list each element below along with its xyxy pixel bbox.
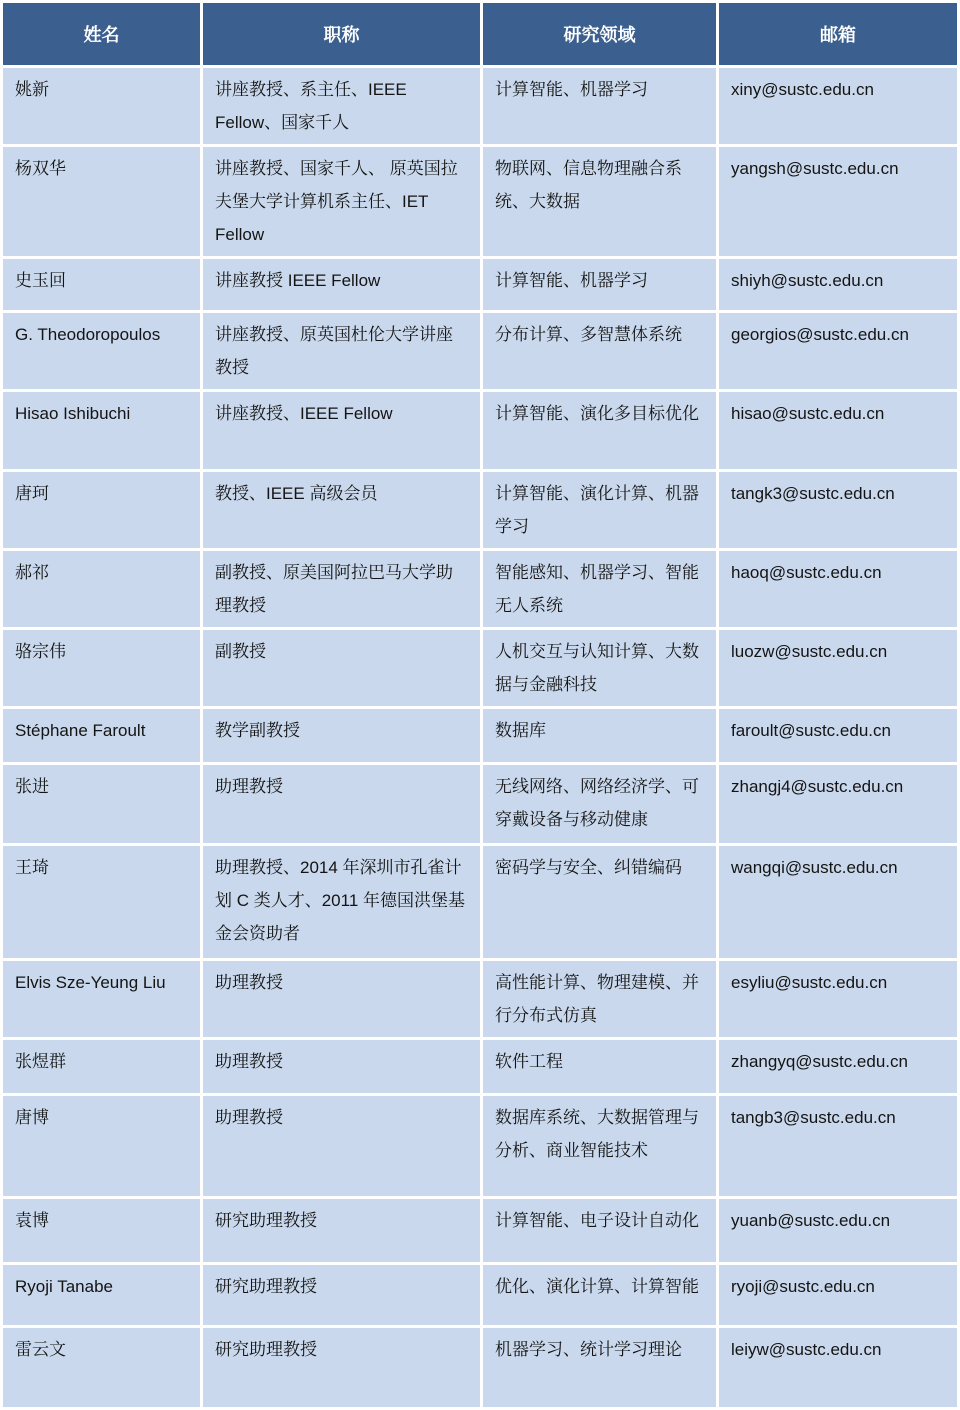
table-row <box>3 472 957 548</box>
cell-name: Hisao Ishibuchi <box>3 392 200 469</box>
table-row <box>3 1265 957 1325</box>
cell-field: 优化、演化计算、计算智能 <box>483 1265 716 1325</box>
cell-name: 唐博 <box>3 1096 200 1196</box>
cell-email: wangqi@sustc.edu.cn <box>719 846 957 958</box>
cell-title: 研究助理教授 <box>203 1199 480 1262</box>
cell-email: xiny@sustc.edu.cn <box>719 68 957 144</box>
cell-field: 数据库 <box>483 709 716 762</box>
cell-name: 骆宗伟 <box>3 630 200 706</box>
cell-field: 计算智能、演化计算、机器学习 <box>483 472 716 548</box>
table-row <box>3 147 957 256</box>
cell-title: 教授、IEEE 高级会员 <box>203 472 480 548</box>
table-row <box>3 765 957 843</box>
cell-email: yangsh@sustc.edu.cn <box>719 147 957 256</box>
cell-field: 计算智能、演化多目标优化 <box>483 392 716 469</box>
cell-title: 助理教授 <box>203 765 480 843</box>
cell-name: 张进 <box>3 765 200 843</box>
table-row <box>3 313 957 389</box>
cell-email: zhangyq@sustc.edu.cn <box>719 1040 957 1093</box>
cell-name: G. Theodoropoulos <box>3 313 200 389</box>
cell-title: 教学副教授 <box>203 709 480 762</box>
table-row <box>3 392 957 469</box>
cell-name: 唐珂 <box>3 472 200 548</box>
table-row <box>3 1328 957 1407</box>
cell-field: 无线网络、网络经济学、可穿戴设备与移动健康 <box>483 765 716 843</box>
header-cell-name: 姓名 <box>3 3 200 65</box>
cell-email: haoq@sustc.edu.cn <box>719 551 957 627</box>
cell-field: 计算智能、机器学习 <box>483 259 716 310</box>
cell-field: 物联网、信息物理融合系统、大数据 <box>483 147 716 256</box>
table-row <box>3 68 957 144</box>
cell-title: 研究助理教授 <box>203 1265 480 1325</box>
cell-email: ryoji@sustc.edu.cn <box>719 1265 957 1325</box>
table-row <box>3 961 957 1037</box>
cell-title: 助理教授 <box>203 961 480 1037</box>
cell-email: yuanb@sustc.edu.cn <box>719 1199 957 1262</box>
cell-name: 张煜群 <box>3 1040 200 1093</box>
header-row <box>3 3 957 65</box>
cell-name: 袁博 <box>3 1199 200 1262</box>
cell-title: 副教授 <box>203 630 480 706</box>
cell-name: Elvis Sze-Yeung Liu <box>3 961 200 1037</box>
cell-email: leiyw@sustc.edu.cn <box>719 1328 957 1407</box>
cell-name: 雷云文 <box>3 1328 200 1407</box>
cell-name: Ryoji Tanabe <box>3 1265 200 1325</box>
table-row <box>3 259 957 310</box>
cell-title: 研究助理教授 <box>203 1328 480 1407</box>
table-row <box>3 709 957 762</box>
cell-field: 软件工程 <box>483 1040 716 1093</box>
cell-title: 助理教授 <box>203 1096 480 1196</box>
table-row <box>3 1199 957 1262</box>
cell-title: 助理教授 <box>203 1040 480 1093</box>
cell-name: 王琦 <box>3 846 200 958</box>
cell-field: 计算智能、电子设计自动化 <box>483 1199 716 1262</box>
table-row <box>3 1096 957 1196</box>
table-body <box>3 68 957 1407</box>
cell-title: 讲座教授、国家千人、 原英国拉夫堡大学计算机系主任、IET Fellow <box>203 147 480 256</box>
cell-field: 智能感知、机器学习、智能无人系统 <box>483 551 716 627</box>
cell-field: 高性能计算、物理建模、并行分布式仿真 <box>483 961 716 1037</box>
cell-title: 讲座教授、原英国杜伦大学讲座教授 <box>203 313 480 389</box>
cell-email: georgios@sustc.edu.cn <box>719 313 957 389</box>
cell-name: 史玉回 <box>3 259 200 310</box>
cell-field: 计算智能、机器学习 <box>483 68 716 144</box>
cell-name: 杨双华 <box>3 147 200 256</box>
cell-email: luozw@sustc.edu.cn <box>719 630 957 706</box>
cell-email: esyliu@sustc.edu.cn <box>719 961 957 1037</box>
cell-field: 密码学与安全、纠错编码 <box>483 846 716 958</box>
table-row <box>3 846 957 958</box>
cell-field: 分布计算、多智慧体系统 <box>483 313 716 389</box>
cell-email: tangb3@sustc.edu.cn <box>719 1096 957 1196</box>
cell-name: 郝祁 <box>3 551 200 627</box>
cell-email: hisao@sustc.edu.cn <box>719 392 957 469</box>
cell-title: 讲座教授、系主任、IEEE Fellow、国家千人 <box>203 68 480 144</box>
cell-name: Stéphane Faroult <box>3 709 200 762</box>
header-cell-email: 邮箱 <box>719 3 957 65</box>
cell-field: 人机交互与认知计算、大数据与金融科技 <box>483 630 716 706</box>
header-cell-title: 职称 <box>203 3 480 65</box>
cell-email: faroult@sustc.edu.cn <box>719 709 957 762</box>
cell-field: 数据库系统、大数据管理与分析、商业智能技术 <box>483 1096 716 1196</box>
cell-email: zhangj4@sustc.edu.cn <box>719 765 957 843</box>
table-row <box>3 630 957 706</box>
cell-email: shiyh@sustc.edu.cn <box>719 259 957 310</box>
table-row <box>3 551 957 627</box>
table-row <box>3 1040 957 1093</box>
table-header <box>3 3 957 65</box>
cell-title: 助理教授、2014 年深圳市孔雀计划 C 类人才、2011 年德国洪堡基金会资助者 <box>203 846 480 958</box>
cell-field: 机器学习、统计学习理论 <box>483 1328 716 1407</box>
cell-name: 姚新 <box>3 68 200 144</box>
header-cell-field: 研究领域 <box>483 3 716 65</box>
cell-title: 讲座教授 IEEE Fellow <box>203 259 480 310</box>
cell-title: 副教授、原美国阿拉巴马大学助理教授 <box>203 551 480 627</box>
cell-title: 讲座教授、IEEE Fellow <box>203 392 480 469</box>
cell-email: tangk3@sustc.edu.cn <box>719 472 957 548</box>
